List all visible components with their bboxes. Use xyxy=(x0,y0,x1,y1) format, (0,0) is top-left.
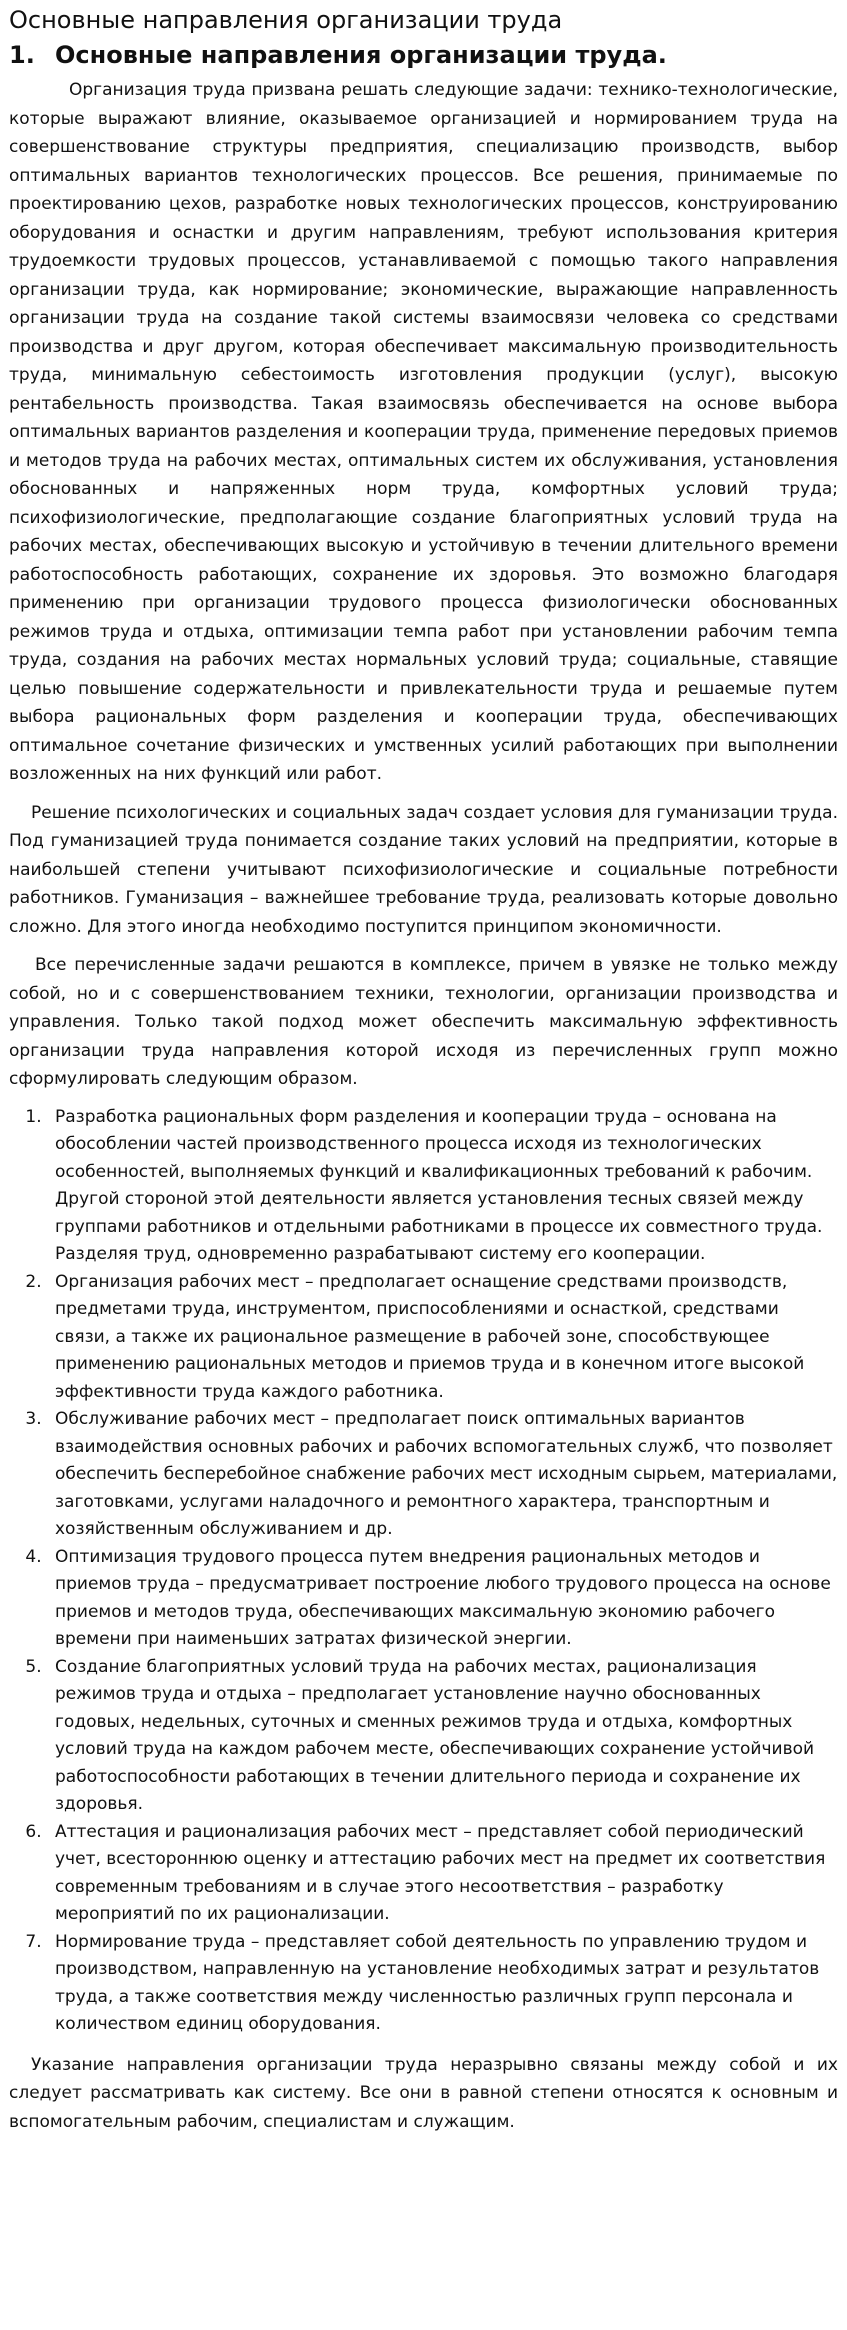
list-item: 3. Обслуживание рабочих мест – предполагает поиск оптимальных вариантов взаимодействия основных рабочих и рабочих вспомогательных служб, что позволяет обеспечить бесперебойное снабжение рабочих мест исходным сырьем, материалами, заготовками, услугами наладочного и ремонтного характера, транспортным и хозяйственным обслуживанием и др. xyxy=(47,1406,838,1544)
paragraph-humanization: Решение психологических и социальных задач создает условия для гуманизации труда. Под гуманизацией труда понимается создание таких условий на предприятии, которые в наибольшей степени учитывают психофизиологические и социальные потребности работников. Гуманизация – важнейшее требование труда, реализовать которые довольно сложно. Для этого иногда необходимо поступится принципом экономичности. xyxy=(9,802,838,937)
paragraph-tasks: Организация труда призвана решать следующие задачи: технико-технологические, которые выражают влияние, оказываемое организацией и нормированием труда на совершенствование структуры предприятия, специализацию производств, выбор оптимальных вариантов технологических процессов. Все решения, принимаемые по проектированию цехов, разработке новых технологических процессов, конструированию оборудования и оснастки и другим направлениям, требуют использования критерия трудоемкости трудовых процессов, устанавливаемой с помощью такого направления организации труда, как нормирование; экономические, выражающие направленность организации труда на создание такой системы взаимосвязи человека со средствами производства и друг другом, которая обеспечивает максимальную производительность труда, минимальную себестоимость изготовления продукции (услуг), высокую рентабельность производства. Такая взаимосвязь обеспечивается на основе выбора оптимальных вариантов разделения и кооперации труда, применение передовых приемов и методов труда на рабочих местах, оптимальных систем их обслуживания, установления обоснованных и напряженных норм труда, комфортных условий труда; психофизиологические, предполагающие создание благоприятных условий труда на рабочих местах, обеспечивающих высокую и устойчивую в течении длительного времени работоспособность работающих, сохранение их здоровья. Это возможно благодаря применению при организации трудового процесса физиологически обоснованных режимов труда и отдыха, оптимизации темпа работ при установлении рабочим темпа труда, создания на рабочих местах нормальных условий труда; социальные, ставящие целью повышение содержательности и привлекательности труда и решаемые путем выбора рациональных форм разделения и кооперации труда, обеспечивающих оптимальное сочетание физических и умственных усилий работающих при выполнении возложенных на них функций или работ. xyxy=(9,80,838,784)
section-number: 1. xyxy=(9,41,35,69)
list-item: 4. Оптимизация трудового процесса путем внедрения рациональных методов и приемов труда – предусматривает построение любого трудового процесса на основе приемов и методов труда, обеспечивающих максимальную экономию рабочего времени при наименьших затратах физической энергии. xyxy=(47,1544,838,1654)
list-item: 6. Аттестация и рационализация рабочих мест – представляет собой периодический учет, всестороннюю оценку и аттестацию рабочих мест на предмет их соответствия современным требованиям и в случае этого несоответствия – разработку мероприятий по их рационализации. xyxy=(47,1819,838,1929)
list-item: 2. Организация рабочих мест – предполагает оснащение средствами производств, предметами труда, инструментом, приспособлениями и оснасткой, средствами связи, а также их рациональное размещение в рабочей зоне, способствующее применению рациональных методов и приемов труда и в конечном итоге высокой эффективности труда каждого работника. xyxy=(47,1269,838,1407)
list-item: 1. Разработка рациональных форм разделения и кооперации труда – основана на обособлении частей производственного процесса исходя из технологических особенностей, выполняемых функций и квалификационных требований к рабочим. Другой стороной этой деятельности является установления тесных связей между группами работников и отдельными работниками в процессе их совместного труда. Разделяя труд, одновременно разрабатывают систему его кооперации. xyxy=(47,1104,838,1269)
list-item: 7. Нормирование труда – представляет собой деятельность по управлению трудом и производством, направленную на установление необходимых затрат и результатов труда, а также соответствия между численностью различных групп персонала и количеством единиц оборудования. xyxy=(47,1929,838,2039)
list-item: 5. Создание благоприятных условий труда на рабочих местах, рационализация режимов труда и отдыха – предполагает установление научно обоснованных годовых, недельных, суточных и сменных режимов труда и отдыха, комфортных условий труда на каждом рабочем месте, обеспечивающих сохранение устойчивой работоспособности работающих в течении длительного периода и сохранение их здоровья. xyxy=(47,1654,838,1819)
section-heading xyxy=(9,38,838,72)
directions-list xyxy=(9,1104,838,2039)
document-title: Основные направления организации труда xyxy=(9,6,563,34)
paragraph-complex-approach: Все перечисленные задачи решаются в комплексе, причем в увязке не только между собой, но и с совершенствованием техники, технологии, организации производства и управления. Только такой подход может обеспечить максимальную эффективность организации труда направления которой исходя из перечисленных групп можно сформулировать следующим образом. xyxy=(9,955,838,1089)
paragraph-closing: Указание направления организации труда неразрывно связаны между собой и их следует рассматривать как систему. Все они в равной степени относятся к основным и вспомогательным рабочим, специалистам и служащим. xyxy=(9,2054,838,2132)
section-heading-text: Основные направления организации труда. xyxy=(55,41,667,69)
